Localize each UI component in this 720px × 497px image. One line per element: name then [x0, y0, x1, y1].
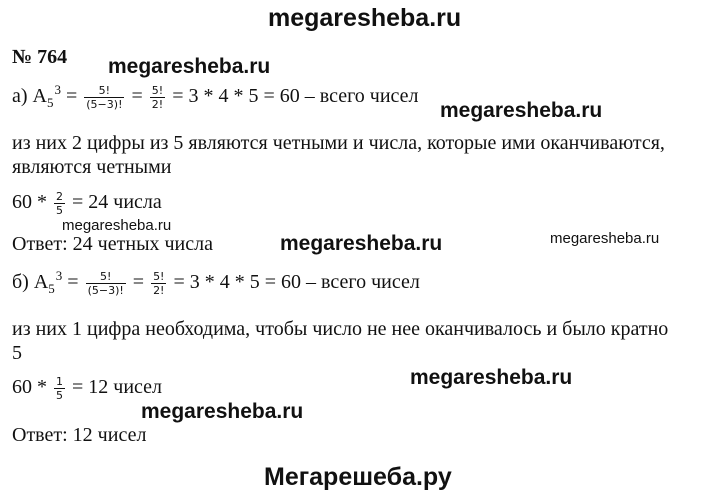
watermark[interactable]: megaresheba.ru [280, 232, 443, 255]
part-a-calc [12, 190, 162, 217]
formula-a-sub: 5 [46, 95, 54, 111]
formula-a-fraction-2 [150, 84, 165, 111]
part-a-answer: Ответ: 24 четных числа [12, 233, 213, 255]
formula-b-sub: 5 [48, 281, 55, 297]
part-b-calc [12, 375, 162, 402]
formula-a [12, 84, 419, 111]
fraction-denominator: 5 [56, 389, 63, 402]
calc-rest: = 12 чисел [72, 376, 163, 399]
formula-b-prefix: б) A [12, 271, 49, 294]
watermark-top[interactable]: megaresheba.ru [268, 4, 462, 32]
watermark[interactable]: megaresheba.ru [440, 99, 603, 122]
calc-rest: = 24 числа [72, 191, 162, 214]
formula-b-sup: 3 [55, 268, 63, 284]
part-a-line-2: являются четными [12, 156, 172, 178]
watermark[interactable]: megaresheba.ru [62, 217, 172, 234]
watermark[interactable]: megaresheba.ru [108, 55, 271, 78]
fraction-numerator: 2 [56, 190, 63, 203]
fraction-numerator: 5! [86, 270, 126, 284]
formula-a-prefix: а) A [12, 85, 47, 108]
watermark-bottom[interactable]: Мегарешеба.ру [264, 463, 452, 491]
calc-prefix: 60 * [12, 376, 47, 399]
watermark[interactable]: megaresheba.ru [141, 400, 304, 423]
calc-fraction [54, 375, 65, 402]
watermark[interactable]: megaresheba.ru [410, 366, 573, 389]
fraction-numerator: 5! [84, 84, 124, 98]
part-a-line-1: из них 2 цифры из 5 являются четными и числа, которые ими оканчиваются, [12, 132, 665, 154]
formula-a-fraction-1 [84, 84, 124, 111]
task-number: № 764 [12, 46, 68, 68]
formula-a-eq1: = [65, 85, 78, 108]
formula-b-fraction-2 [151, 270, 166, 297]
fraction-denominator: (5−3)! [87, 284, 124, 297]
calc-prefix: 60 * [12, 191, 47, 214]
part-b-answer: Ответ: 12 чисел [12, 424, 147, 446]
calc-fraction [54, 190, 65, 217]
fraction-denominator: 2! [151, 98, 164, 111]
fraction-denominator: 5 [56, 204, 63, 217]
formula-b-eq2: = [132, 271, 145, 294]
formula-b-fraction-1 [86, 270, 126, 297]
part-b-line-2: 5 [12, 342, 22, 364]
part-b-line-1: из них 1 цифра необходима, чтобы число не нее оканчивалось и было кратно [12, 318, 669, 340]
formula-b [12, 270, 420, 297]
watermark[interactable]: megaresheba.ru [550, 230, 660, 247]
formula-a-sup: 3 [54, 82, 61, 98]
fraction-numerator: 5! [153, 270, 165, 283]
formula-a-rest: = 3 * 4 * 5 = 60 – всего чисел [172, 85, 419, 108]
fraction-denominator: (5−3)! [86, 98, 123, 111]
fraction-denominator: 2! [153, 284, 165, 297]
fraction-numerator: 5! [151, 84, 164, 97]
formula-b-rest: = 3 * 4 * 5 = 60 – всего чисел [173, 271, 420, 294]
fraction-numerator: 1 [56, 375, 63, 388]
formula-b-eq1: = [67, 271, 79, 294]
formula-a-eq2: = [131, 85, 143, 108]
